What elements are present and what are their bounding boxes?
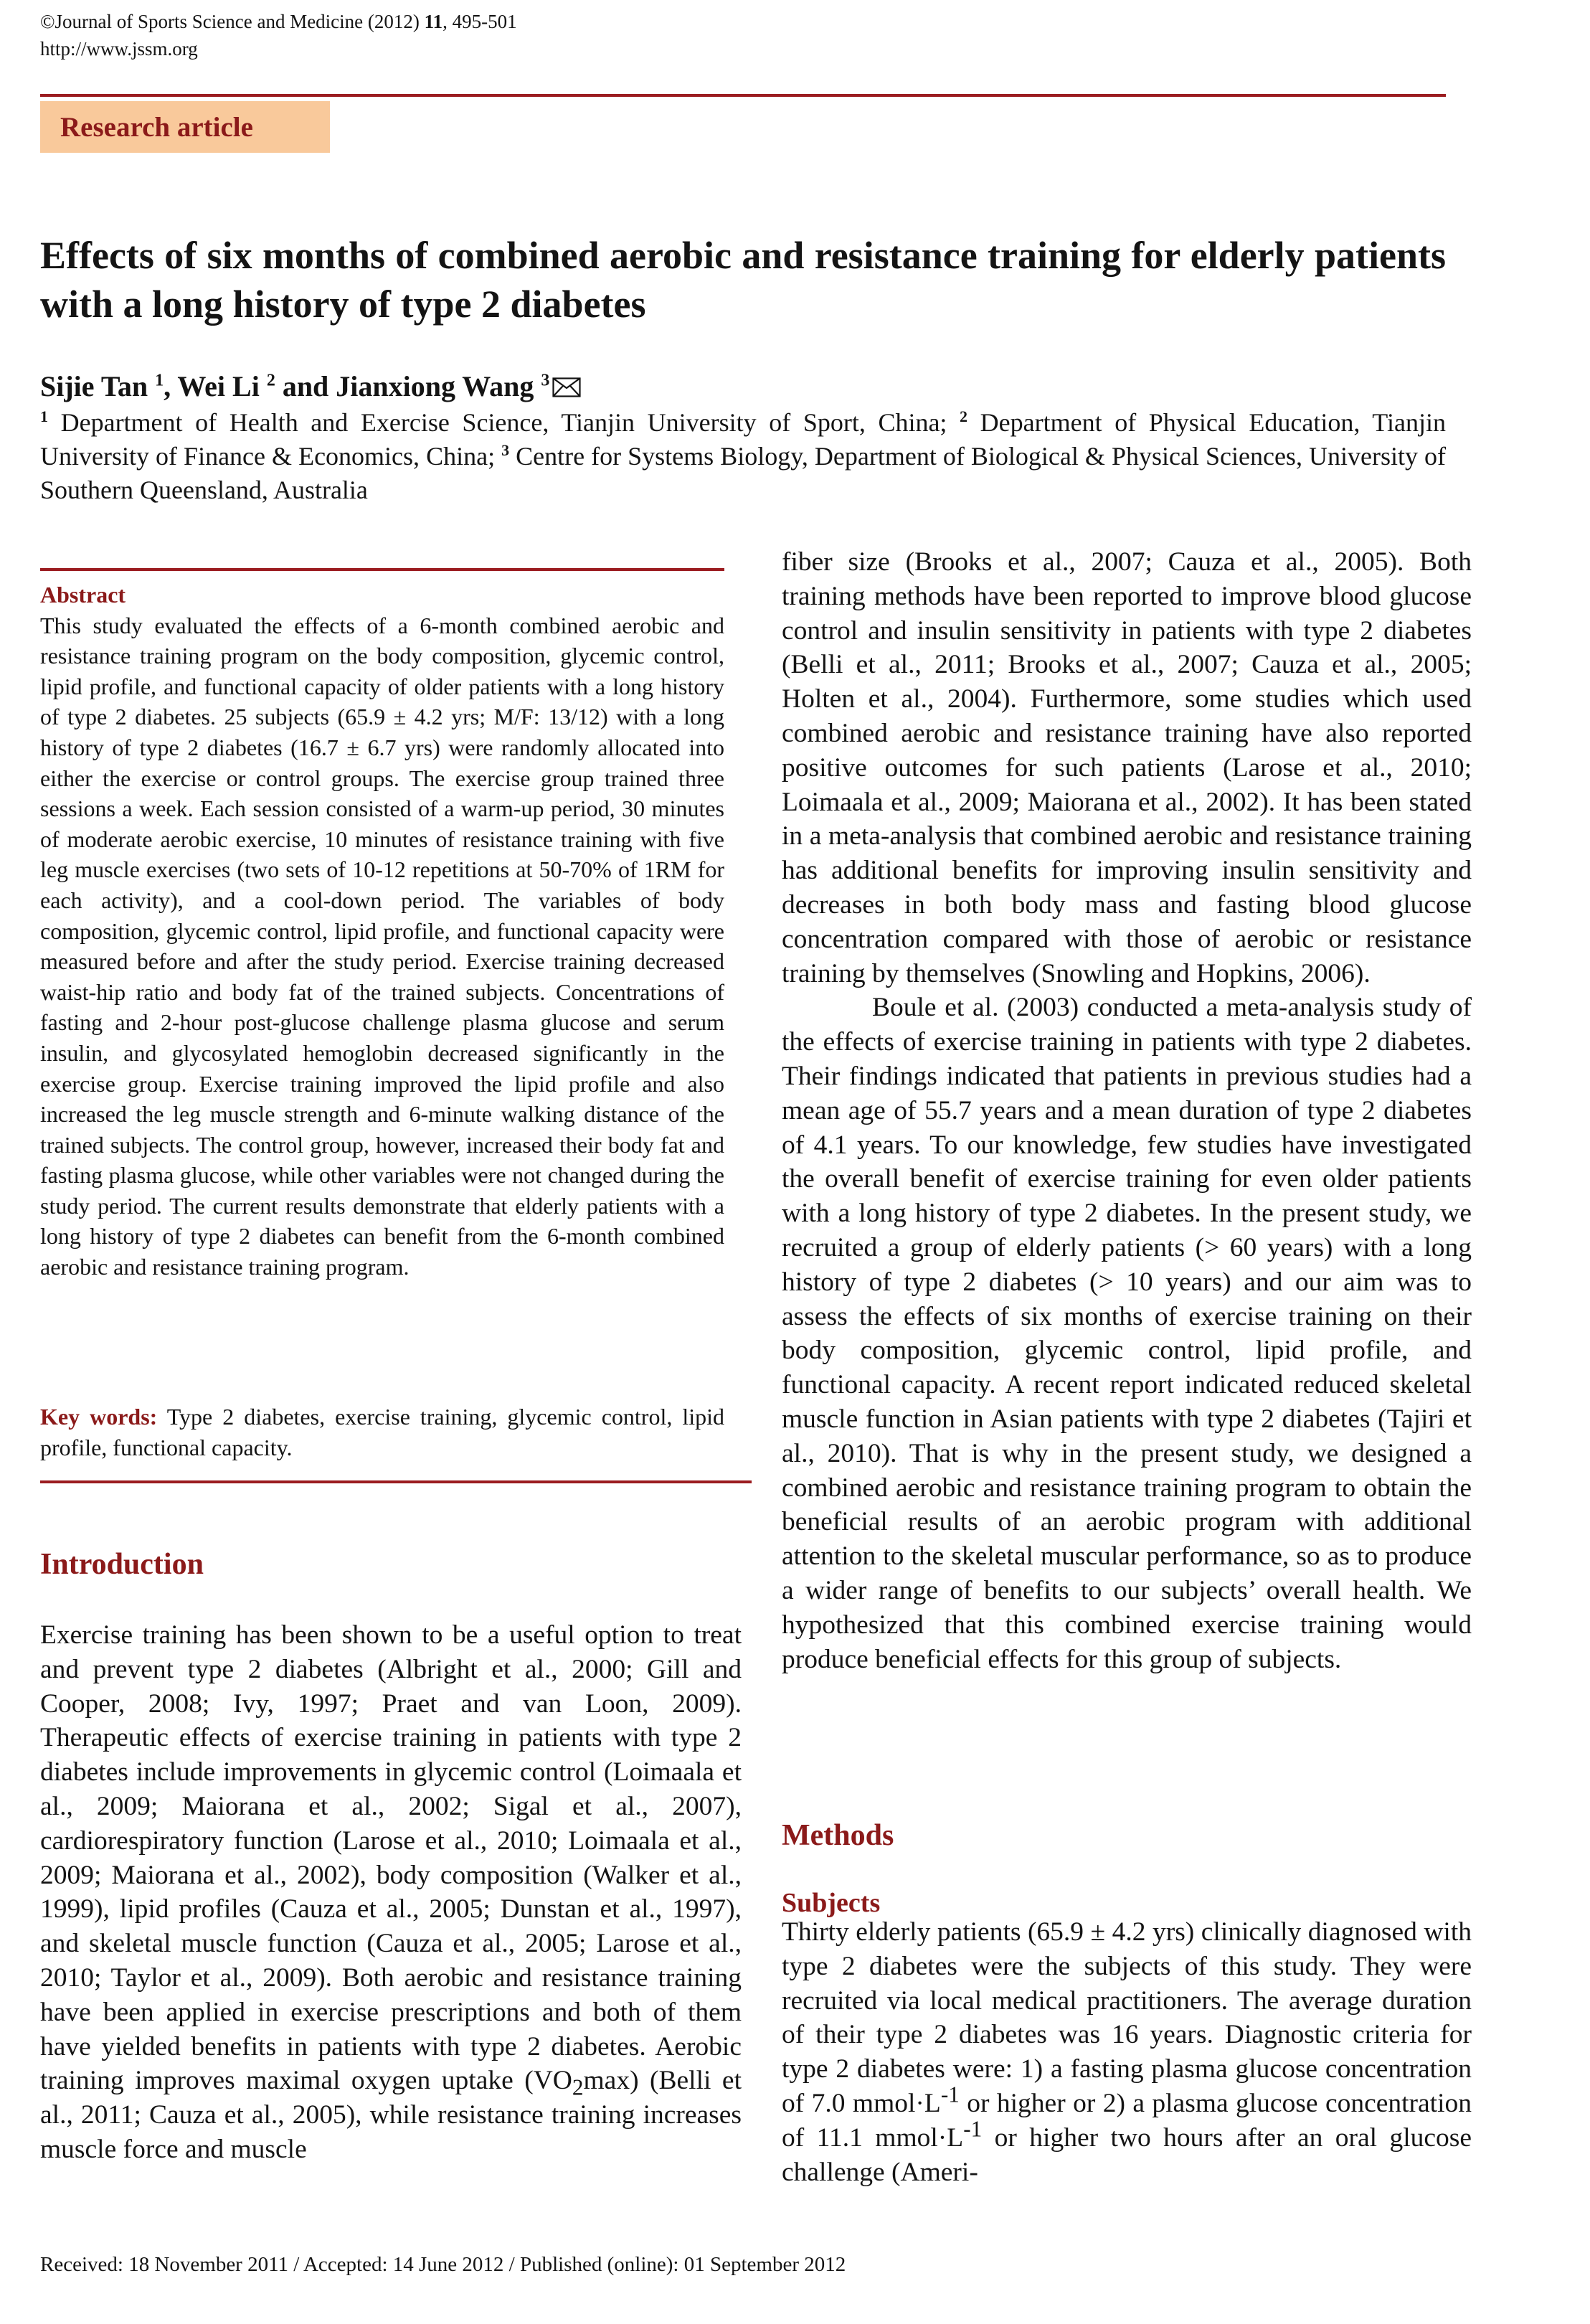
article-title: Effects of six months of combined aerobic and resistance training for elderly patients with a long history of type 2 diabetes [40, 234, 1446, 326]
methods-heading: Methods [782, 1819, 894, 1852]
introduction-paragraph: Exercise training has been shown to be a useful option to treat and prevent type 2 diabetes (Albright et al., 2000; Gill and Cooper, 2008; Ivy, 1997; Praet and van Loon, 2009). Therapeutic effects of exercise training in patients with type 2 diabetes include improvements in glycemic control (Loimaala et al., 2009; Maiorana et al., 2002; Sigal et al., 2007), cardiorespiratory function (Larose et al., 2010; Loimaala et al., 2009; Maiorana et al., 2002), body composition (Walker et al., 1999), lipid profiles (Cauza et al., 2005; Dunstan et al., 1997), and skeletal muscle function (Cauza et al., 2005; Larose et al., 2010; Taylor et al., 2009). Both aerobic and resistance training have been applied in exercise prescriptions and both of them have yielded benefits in patients with type 2 diabetes. Aerobic training improves maximal oxygen uptake $(VO_2\max)$ (Belli et al., 2011; Cauza et al., 2005), while resistance training increases muscle force and muscle [40, 1620, 742, 2164]
journal-citation: ©Journal of Sports Science and Medicine (2012) 11, 495-501 [40, 11, 517, 32]
abstract-block [40, 580, 724, 1283]
introduction-paragraph: Boule et al. (2003) conducted a meta-analysis study of the effects of exercise training in patients with type 2 diabetes. Their findings indicated that patients in previous studies had a mean age of 55.7 years and a mean duration of type 2 diabetes of 4.1 years. To our knowledge, few studies have investigated the overall benefit of exercise training for even older patients with a long history of type 2 diabetes. In the present study, we recruited a group of elderly patients (> 60 years) with a long history of type 2 diabetes (> 10 years) and our aim was to assess the effects of six months of exercise training on their body composition, glycemic control, lipid profile, and functional capacity. A recent report indicated reduced skeletal muscle function in Asian patients with type 2 diabetes (Tajiri et al., 2010). That is why in the present study, we designed a combined aerobic and resistance training program to obtain the beneficial results of an aerobic program with additional attention to the skeletal muscular performance, so as to produce a wider range of benefits to our subjects’ overall health. We hypothesized that this combined exercise training would produce beneficial effects for this group of subjects. [782, 993, 1472, 1674]
subjects-paragraph: Thirty elderly patients (65.9 ± 4.2 yrs) clinically diagnosed with type 2 diabetes were the subjects of this study. They were recruited via local medical practitioners. The average duration of their type 2 diabetes was 16 years. Diagnostic criteria for type 2 diabetes were: 1) a fasting plasma glucose concentration of 7.0 $mmol\cdot L^{-1}$ or higher or 2) a plasma glucose concentration of 11.1 $mmol\cdot L^{-1}$ or higher two hours after an oral glucose challenge (Ameri- [782, 1917, 1472, 2187]
introduction-paragraph-continued: fiber size (Brooks et al., 2007; Cauza et al., 2005). Both training methods have been reported to improve blood glucose control and insulin sensitivity in patients with type 2 diabetes (Belli et al., 2011; Brooks et al., 2007; Cauza et al., 2005; Holten et al., 2004). Furthermore, some studies which used combined aerobic and resistance training have also reported positive outcomes for such patients (Larose et al., 2010; Loimaala et al., 2009; Maiorana et al., 2002). It has been stated in a meta-analysis that combined aerobic and resistance training has additional benefits for improving insulin sensitivity and decreases in both body mass and fasting blood glucose concentration compared with those of aerobic or resistance training by themselves (Snowling and Hopkins, 2006). [782, 547, 1472, 988]
keywords-block [40, 1402, 724, 1463]
author-list: Sijie Tan $^1$, Wei Li $^2$ and Jianxiong Wang $^3$ [40, 369, 581, 405]
journal-url[interactable]: http://www.jssm.org [40, 38, 198, 60]
affiliations: $^1$ Department of Health and Exercise Science, Tianjin University of Sport, China; $^2$ Department of Physical Education, Tianjin University of Finance & Economics, China; $^3$ Centre for Systems Biology, Department of Biological & Physical Sciences, University of Southern Queensland, Australia [40, 407, 1447, 504]
article-type-label: Research article [60, 112, 253, 143]
abstract-heading: Abstract [40, 582, 126, 608]
abstract-text: This study evaluated the effects of a 6-month combined aerobic and resistance training program on the body composition, glycemic control, lipid profile, and functional capacity of older patients with a long history of type 2 diabetes. 25 subjects (65.9 ± 4.2 yrs; M/F: 13/12) with a long history of type 2 diabetes (16.7 ± 6.7 yrs) were randomly allocated into either the exercise or control groups. The exercise group trained three sessions a week. Each session consisted of a warm-up period, 30 minutes of moderate aerobic exercise, 10 minutes of resistance training with five leg muscle exercises (two sets of 10-12 repetitions at 50-70% of 1RM for each activity), and a cool-down period. The variables of body composition, glycemic control, lipid profile, and functional capacity were measured before and after the study period. Exercise training decreased waist-hip ratio and body fat of the trained subjects. Concentrations of fasting and 2-hour post-glucose challenge plasma glucose and serum insulin, and glycosylated hemoglobin decreased significantly in the exercise group. Exercise training improved the lipid profile and also increased the leg muscle strength and 6-minute walking distance of the trained subjects. The control group, however, increased their body fat and fasting plasma glucose, while other variables were not changed during the study period. The current results demonstrate that elderly patients with a long history of type 2 diabetes can benefit from the 6-month combined aerobic and resistance training program. [40, 612, 724, 1280]
subjects-subheading: Subjects [782, 1888, 881, 1918]
publication-dates: Received: 18 November 2011 / Accepted: 14 June 2012 / Published (online): 01 September 2012 [40, 2253, 846, 2276]
keywords-label: Key words: [40, 1404, 158, 1430]
right-column-text [782, 545, 1472, 1676]
journal-volume: 11 [424, 11, 443, 32]
abstract-top-rule [40, 568, 724, 571]
introduction-heading: Introduction [40, 1548, 204, 1581]
envelope-icon[interactable] [552, 377, 581, 397]
header-rule [40, 94, 1446, 97]
keywords-bottom-rule [40, 1480, 752, 1483]
keywords-text: Type 2 diabetes, exercise training, glycemic control, lipid profile, functional capacity. [40, 1404, 725, 1460]
